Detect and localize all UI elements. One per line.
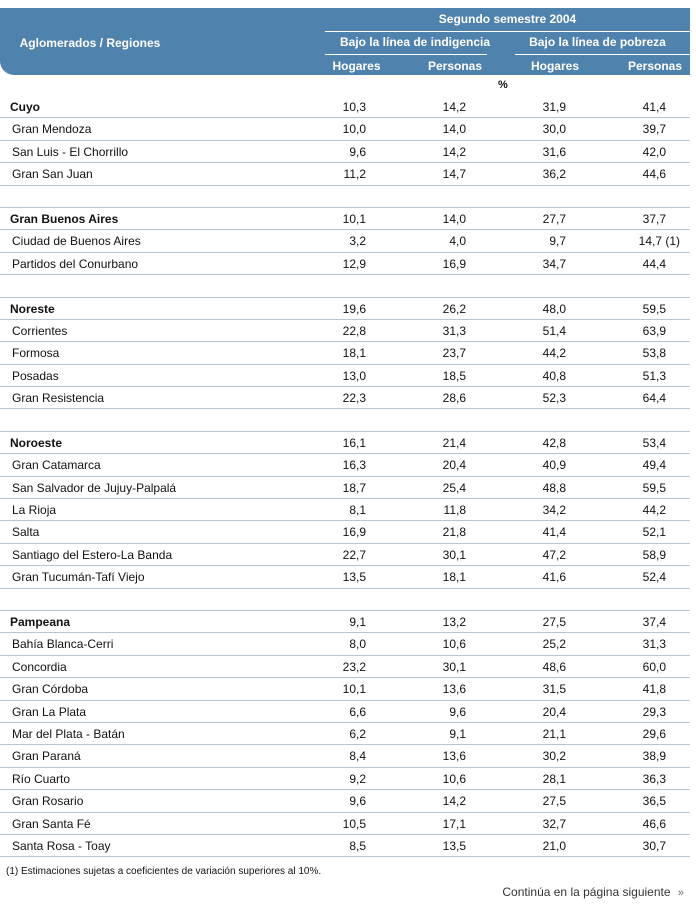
region-row — [0, 96, 690, 118]
agglomerate-name: Río Cuarto — [12, 771, 71, 786]
poverty-households-value: 52,3 — [542, 391, 566, 406]
table-row — [0, 499, 690, 521]
table-row — [0, 387, 690, 409]
agglomerate-name: Gran Resistencia — [12, 391, 105, 406]
table-row — [0, 813, 690, 835]
agglomerate-name: Gran Mendoza — [12, 122, 92, 137]
indigence-households-value: 12,9 — [342, 256, 366, 271]
region-name: Noroeste — [10, 435, 63, 450]
indigence-households-value: 3,2 — [349, 234, 366, 249]
region-column-header: Aglomerados / Regiones — [19, 36, 161, 50]
poverty-households-value: 42,8 — [542, 435, 566, 450]
indigence-households-value: 11,2 — [343, 167, 366, 182]
poverty-persons-value: 14,7 (1) — [638, 234, 680, 249]
poverty-households-value: 44,2 — [542, 346, 566, 361]
indigence-persons-value: 13,2 — [442, 614, 466, 629]
indigence-persons-value: 20,4 — [442, 458, 466, 473]
continue-label: Continúa en la página siguiente — [502, 885, 671, 899]
agglomerate-name: San Salvador de Jujuy-Palpalá — [12, 480, 177, 495]
agglomerate-name: Partidos del Conurbano — [12, 256, 139, 271]
agglomerate-name: Mar del Plata - Batán — [12, 726, 125, 741]
agglomerate-name: Concordia — [12, 659, 67, 674]
continue-link[interactable] — [502, 885, 684, 899]
indigence-persons-value: 18,5 — [442, 368, 466, 383]
poverty-households-value: 48,0 — [542, 301, 566, 316]
table-row — [0, 454, 690, 476]
poverty-persons-value: 29,6 — [642, 726, 666, 741]
agglomerate-name: Santa Rosa - Toay — [12, 838, 111, 853]
agglomerate-name: Gran Catamarca — [12, 458, 101, 473]
indigence-persons-value: 31,3 — [442, 323, 466, 338]
poverty-households-value: 48,8 — [542, 480, 566, 495]
indigence-persons-value: 14,7 — [442, 167, 466, 182]
indigence-persons-value: 10,6 — [442, 637, 466, 652]
poverty-persons-value: 64,4 — [642, 391, 666, 406]
poverty-households-value: 27,5 — [542, 794, 566, 809]
region-row — [0, 432, 690, 454]
table-row — [0, 253, 690, 275]
table-row — [0, 701, 690, 723]
poverty-persons-value: 51,3 — [642, 368, 666, 383]
spacer-row — [0, 275, 690, 297]
indigence-persons-value: 28,6 — [442, 391, 466, 406]
poverty-households-value: 9,7 — [549, 234, 566, 249]
header-divider — [325, 31, 690, 32]
indigence-persons-value: 17,1 — [442, 816, 466, 831]
poverty-persons-value: 44,6 — [642, 167, 666, 182]
poverty-households-value: 31,5 — [542, 682, 566, 697]
poverty-persons-value: 44,4 — [642, 256, 666, 271]
indigence-households-value: 10,1 — [342, 682, 366, 697]
poverty-persons-value: 59,5 — [642, 301, 666, 316]
indigence-households-value: 13,5 — [342, 570, 366, 585]
poverty-persons-value: 52,4 — [642, 570, 666, 585]
table-row — [0, 768, 690, 790]
indigence-households-value: 22,7 — [342, 547, 366, 562]
indigence-persons-value: 10,6 — [442, 771, 466, 786]
poverty-households-value: 40,9 — [542, 458, 566, 473]
region-row — [0, 298, 690, 320]
region-row — [0, 208, 690, 230]
indigence-persons-value: 23,7 — [442, 346, 466, 361]
poverty-persons-value: 44,2 — [642, 503, 666, 518]
table-row — [0, 678, 690, 700]
indigence-households-value: 16,3 — [342, 458, 366, 473]
indigence-persons-value: 14,2 — [442, 100, 466, 114]
poverty-households-value: 31,9 — [542, 100, 566, 114]
table-row — [0, 477, 690, 499]
table-row — [0, 163, 690, 185]
indigence-households-value: 16,9 — [342, 525, 366, 540]
double-chevron-right-icon: » — [677, 887, 684, 899]
indigence-households-value: 8,5 — [349, 838, 366, 853]
table-row — [0, 790, 690, 812]
agglomerate-name: Gran La Plata — [12, 704, 87, 719]
indigence-persons-value: 25,4 — [442, 480, 466, 495]
poverty-households-value: 30,2 — [542, 749, 566, 764]
poverty-households-value: 40,8 — [542, 368, 566, 383]
indigence-group-header: Bajo la línea de indigencia — [339, 35, 491, 49]
table-row — [0, 118, 690, 140]
region-name: Noreste — [10, 301, 55, 316]
indigence-households-value: 13,0 — [342, 368, 366, 383]
table-row — [0, 723, 690, 745]
poverty-persons-value: 36,5 — [642, 794, 666, 809]
indigence-households-value: 10,3 — [342, 100, 366, 114]
poverty-persons-value: 52,1 — [642, 525, 666, 540]
poverty-persons-value: 49,4 — [642, 458, 666, 473]
indigence-persons-value: 9,1 — [449, 726, 466, 741]
indigence-households-value: 8,4 — [349, 749, 366, 764]
poverty-households-value: 28,1 — [542, 771, 566, 786]
poverty-persons-value: 60,0 — [642, 659, 666, 674]
poverty-households-value: 41,6 — [542, 570, 566, 585]
indigence-households-value: 10,5 — [342, 816, 366, 831]
poverty-persons-value: 41,4 — [642, 100, 666, 114]
agglomerate-name: Bahía Blanca-Cerri — [12, 637, 114, 652]
agglomerate-name: Salta — [12, 525, 40, 540]
indigence-persons-value: 18,1 — [442, 570, 466, 585]
indigence-persons-value: 4,0 — [449, 234, 466, 249]
table-row — [0, 745, 690, 767]
poverty-households-value: 41,4 — [542, 525, 566, 540]
agglomerate-name: Corrientes — [12, 323, 68, 338]
indigence-households-value: 23,2 — [342, 659, 366, 674]
region-name: Gran Buenos Aires — [10, 211, 119, 226]
poverty-households-value: 34,2 — [542, 503, 566, 518]
region-row — [0, 611, 690, 633]
poverty-persons-value: 58,9 — [642, 547, 666, 562]
poverty-households-value: 47,2 — [542, 547, 566, 562]
table-row — [0, 365, 690, 387]
poverty-persons-value: 36,3 — [642, 771, 666, 786]
agglomerate-name: Formosa — [12, 346, 60, 361]
indigence-households-value: 16,1 — [342, 435, 366, 450]
poverty-persons-value: 37,7 — [642, 211, 666, 226]
agglomerate-name: Posadas — [12, 368, 59, 383]
poverty-households-value: 30,0 — [542, 122, 566, 137]
poverty-households-value: 25,2 — [542, 637, 566, 652]
indigence-persons-value: 26,2 — [442, 301, 466, 316]
table-row — [0, 633, 690, 655]
poverty-persons-value: 41,8 — [642, 682, 666, 697]
indigence-households-value: 9,1 — [349, 614, 366, 629]
indigence-persons-value: 14,0 — [442, 122, 466, 137]
poverty-persons-value: 30,7 — [642, 838, 666, 853]
table-row — [0, 544, 690, 566]
footnote: (1) Estimaciones sujetas a coeficientes de variación superiores al 10%. — [6, 866, 322, 877]
agglomerate-name: Gran Paraná — [12, 749, 81, 764]
col-indigence-households: Hogares — [332, 59, 381, 73]
indigence-households-value: 10,1 — [342, 211, 366, 226]
indigence-households-value: 18,7 — [342, 480, 366, 495]
poverty-persons-value: 39,7 — [642, 122, 666, 137]
table-row — [0, 521, 690, 543]
indigence-households-value: 22,8 — [342, 323, 366, 338]
poverty-households-value: 32,7 — [542, 816, 566, 831]
indigence-persons-value: 14,0 — [442, 211, 466, 226]
indigence-persons-value: 13,5 — [442, 838, 466, 853]
indigence-households-value: 10,0 — [342, 122, 366, 137]
spacer-row — [0, 409, 690, 431]
header-divider — [515, 54, 690, 55]
agglomerate-name: Gran Santa Fé — [12, 816, 91, 831]
poverty-persons-value: 42,0 — [642, 144, 666, 159]
indigence-persons-value: 9,6 — [449, 704, 466, 719]
poverty-households-value: 31,6 — [542, 144, 566, 159]
indigence-households-value: 6,2 — [349, 726, 366, 741]
table-row — [0, 566, 690, 588]
col-poverty-households: Hogares — [530, 59, 580, 73]
agglomerate-name: Gran Tucumán-Tafí Viejo — [12, 570, 145, 585]
poverty-persons-value: 37,4 — [642, 614, 666, 629]
indigence-households-value: 8,0 — [349, 637, 366, 652]
indigence-persons-value: 30,1 — [442, 659, 466, 674]
col-poverty-persons: Personas — [627, 59, 682, 73]
indigence-households-value: 9,6 — [349, 794, 366, 809]
poverty-households-value: 36,2 — [542, 167, 566, 182]
table-row — [0, 656, 690, 678]
poverty-persons-value: 38,9 — [642, 749, 666, 764]
poverty-households-value: 51,4 — [542, 323, 566, 338]
poverty-households-value: 27,5 — [542, 614, 566, 629]
indigence-households-value: 22,3 — [342, 391, 366, 406]
agglomerate-name: Ciudad de Buenos Aires — [12, 234, 141, 249]
indigence-households-value: 9,6 — [349, 144, 366, 159]
table-row — [0, 835, 690, 857]
indigence-persons-value: 14,2 — [442, 794, 466, 809]
agglomerate-name: Santiago del Estero-La Banda — [12, 547, 173, 562]
poverty-persons-value: 29,3 — [642, 704, 666, 719]
indigence-households-value: 6,6 — [349, 704, 366, 719]
table-body — [0, 96, 690, 857]
agglomerate-name: Gran San Juan — [12, 167, 93, 182]
table-row — [0, 342, 690, 364]
poverty-households-value: 48,6 — [542, 659, 566, 674]
table-row — [0, 320, 690, 342]
header-divider — [325, 54, 487, 55]
poverty-households-value: 34,7 — [542, 256, 566, 271]
poverty-persons-value: 46,6 — [642, 816, 666, 831]
indigence-persons-value: 21,4 — [442, 435, 466, 450]
table-header — [0, 8, 690, 75]
indigence-persons-value: 21,8 — [442, 525, 466, 540]
agglomerate-name: Gran Rosario — [12, 794, 84, 809]
poverty-persons-value: 59,5 — [642, 480, 666, 495]
agglomerate-name: Gran Córdoba — [12, 682, 89, 697]
region-name: Cuyo — [10, 100, 40, 114]
poverty-households-value: 21,1 — [542, 726, 566, 741]
poverty-persons-value: 53,8 — [642, 346, 666, 361]
poverty-persons-value: 31,3 — [642, 637, 666, 652]
agglomerate-name: La Rioja — [12, 503, 57, 518]
poverty-persons-value: 63,9 — [642, 323, 666, 338]
region-name: Pampeana — [10, 614, 71, 629]
indigence-persons-value: 14,2 — [442, 144, 466, 159]
indigence-persons-value: 30,1 — [442, 547, 466, 562]
spacer-row — [0, 589, 690, 611]
indigence-persons-value: 13,6 — [442, 749, 466, 764]
col-indigence-persons: Personas — [427, 59, 482, 73]
indigence-households-value: 18,1 — [342, 346, 366, 361]
indigence-households-value: 9,2 — [349, 771, 366, 786]
spacer-row — [0, 186, 690, 208]
semester-header: Segundo semestre 2004 — [438, 12, 577, 26]
indigence-households-value: 8,1 — [349, 503, 366, 518]
poverty-persons-value: 53,4 — [642, 435, 666, 450]
indigence-households-value: 19,6 — [342, 301, 366, 316]
indigence-persons-value: 16,9 — [442, 256, 466, 271]
indigence-persons-value: 13,6 — [442, 682, 466, 697]
poverty-group-header: Bajo la línea de pobreza — [529, 35, 666, 49]
agglomerate-name: San Luis - El Chorrillo — [12, 144, 129, 159]
table-row — [0, 230, 690, 252]
poverty-households-value: 27,7 — [542, 211, 566, 226]
poverty-households-value: 20,4 — [542, 704, 566, 719]
unit-label: % — [498, 79, 508, 91]
poverty-households-value: 21,0 — [542, 838, 566, 853]
indigence-persons-value: 11,8 — [443, 503, 466, 518]
table-row — [0, 141, 690, 163]
